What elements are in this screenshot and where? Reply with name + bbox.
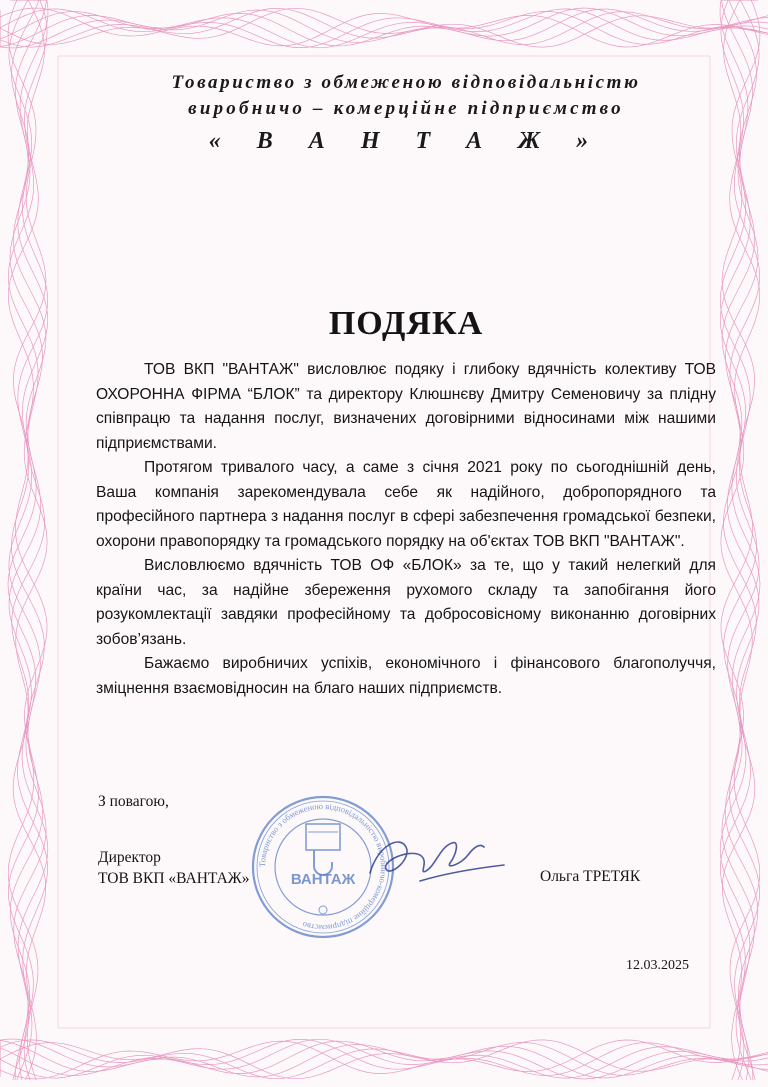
- seal-center-text: ВАНТАЖ: [290, 871, 356, 888]
- handwritten-signature: [360, 825, 510, 895]
- paragraph-3: Висловлюємо вдячність ТОВ ОФ «БЛОК» за те, що у такий нелегкий для країни час, за надійне збереження рухомого складу та запобігання його розукомлектації завдяки професійному та добросовісному виконанню договірних зобов’язань.: [96, 557, 716, 648]
- closing-regards: З повагою,: [98, 793, 169, 810]
- signatory-name: Ольга ТРЕТЯК: [540, 868, 641, 885]
- letter-content: [96, 70, 716, 701]
- paragraph-1: ТОВ ВКП "ВАНТАЖ" висловлює подяку і глибоку вдячність колективу ТОВ ОХОРОННА ФІРМА “БЛОК” та директору Клюшнєву Дмитру Семеновичу за плідну співпрацю та надання послуг, визначених договірними відносинами між нашими підприємствами.: [96, 361, 716, 452]
- signatory-block: [98, 847, 249, 889]
- company-header-line2: виробничо – комерційне підприємство: [188, 98, 624, 119]
- document-date: 12.03.2025: [626, 958, 689, 973]
- signatory-position: Директор: [98, 849, 161, 866]
- paragraph-4: Бажаємо виробничих успіхів, економічного і фінансового благополуччя, зміцнення взаємовідносин на благо наших підприємств.: [96, 655, 716, 697]
- document-title: ПОДЯКА: [328, 305, 484, 342]
- company-name: « В А Н Т А Ж »: [208, 128, 604, 154]
- paragraph-2: Протягом тривалого часу, а саме з січня 2021 року по сьогоднішній день, Ваша компанія зарекомендувала себе як надійного, добропорядного та професійного партнера з надання послуг в сфері забезпечення громадської безпеки, охорони правопорядку та громадського порядку на об'єктах ТОВ ВКП "ВАНТАЖ".: [96, 459, 716, 550]
- seal-ring-text: Товариство з обмеженою відповідальністю виробничо-комерційне підприємство: [256, 800, 390, 934]
- company-header-line1: Товариство з обмеженою відповідальністю: [171, 72, 641, 93]
- signatory-company: ТОВ ВКП «ВАНТАЖ»: [98, 870, 250, 887]
- letter-body: [96, 358, 716, 701]
